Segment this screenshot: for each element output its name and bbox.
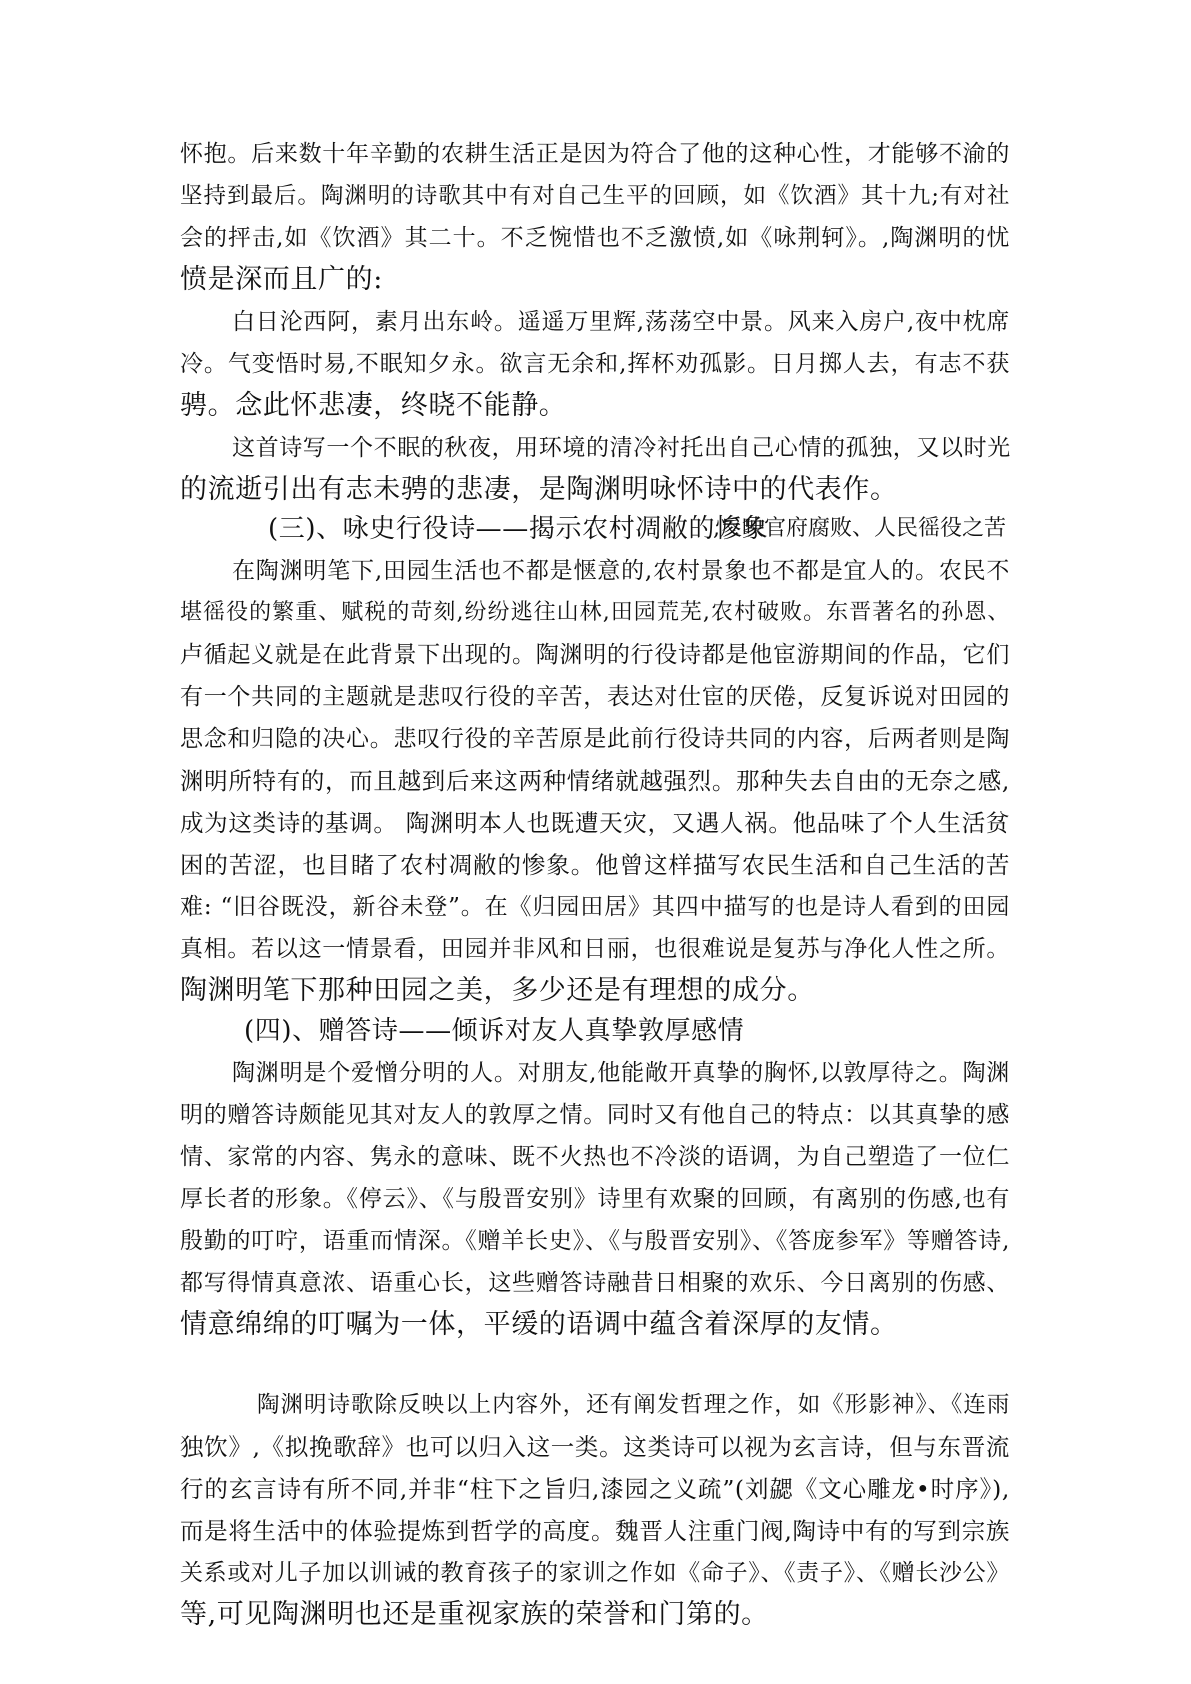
paragraph-line: 陶渊明笔下那种田园之美，多少还是有理想的成分。 <box>180 975 815 1006</box>
paragraph-line: 真相。若以这一情景看，田园并非风和日丽，也很难说是复苏与净化人性之所。 <box>180 936 1010 962</box>
paragraph-line: 思念和归隐的决心。悲叹行役的辛苦原是此前行役诗共同的内容，后两者则是陶 <box>180 726 1010 752</box>
paragraph-line: 怀抱。后来数十年辛勤的农耕生活正是因为符合了他的这种心性，才能够不渝的 <box>180 141 1010 167</box>
paragraph-line: 行的玄言诗有所不同,并非“柱下之旨归,漆园之义疏”(刘勰《文心雕龙•时序》), <box>180 1475 1010 1503</box>
paragraph-line: 成为这类诗的基调。 陶渊明本人也既遭天灾，又遇人祸。他品味了个人生活贫 <box>180 809 1010 837</box>
paragraph-line: 陶渊明诗歌除反映以上内容外，还有阐发哲理之作，如《形影神》、《连雨 <box>257 1392 1010 1418</box>
paragraph-line: 在陶渊明笔下,田园生活也不都是惬意的,农村景象也不都是宜人的。农民不 <box>232 558 1010 584</box>
paragraph-line: 都写得情真意浓、语重心长，这些赠答诗融昔日相聚的欢乐、今日离别的伤感、 <box>180 1270 1010 1296</box>
paragraph-line: 卢循起义就是在此背景下出现的。陶渊明的行役诗都是他宦游期间的作品，它们 <box>180 642 1010 668</box>
poem-line: 冷。气变悟时易,不眠知夕永。欲言无余和,挥杯劝孤影。日月掷人去，有志不获 <box>180 351 1010 377</box>
paragraph-line: 陶渊明是个爱憎分明的人。对朋友,他能敞开真挚的胸怀,以敦厚待之。陶渊 <box>232 1060 1010 1086</box>
paragraph-line: 会的抨击,如《饮酒》其二十。不乏惋惜也不乏激愤,如《咏荆轲》。,陶渊明的忧 <box>180 225 1010 251</box>
paragraph-line: 厚长者的形象。《停云》、《与殷晋安别》诗里有欢聚的回顾，有离别的伤感,也有 <box>180 1186 1010 1212</box>
paragraph-line: 这首诗写一个不眠的秋夜，用环境的清冷衬托出自己心情的孤独，又以时光 <box>232 435 1011 461</box>
paragraph-line: 情意绵绵的叮嘱为一体，平缓的语调中蕴含着深厚的友情。 <box>180 1309 898 1340</box>
paragraph-line: 渊明所特有的，而且越到后来这两种情绪就越强烈。那种失去自由的无奈之感, <box>180 767 1010 795</box>
paragraph-line: 关系或对儿子加以训诫的教育孩子的家训之作如《命子》、《责子》、《赠长沙公》 <box>180 1560 1010 1586</box>
paragraph-line: 有一个共同的主题就是悲叹行役的辛苦，表达对仕宦的厌倦，反复诉说对田园的 <box>180 684 1010 710</box>
paragraph-line: 明的赠答诗颇能见其对友人的敦厚之情。同时又有他自己的特点：以其真挚的感 <box>180 1102 1010 1128</box>
paragraph-line: 愤是深而且广的: <box>180 264 383 295</box>
paragraph-line: 坚持到最后。陶渊明的诗歌其中有对自己生平的回顾，如《饮酒》其十九;有对社 <box>180 183 1010 209</box>
paragraph-line: 困的苦涩，也目睹了农村凋敝的惨象。他曾这样描写农民生活和自己生活的苦 <box>180 851 1010 879</box>
paragraph-line: 独饮》,《拟挽歌辞》也可以归入这一类。这类诗可以视为玄言诗，但与东晋流 <box>180 1433 1010 1461</box>
paragraph-line: 堪徭役的繁重、赋税的苛刻,纷纷逃往山林,田园荒芜,农村破败。东晋著名的孙恩、 <box>180 600 1010 625</box>
section-heading-4: (四)、赠答诗——倾诉对友人真挚敦厚感情 <box>244 1016 745 1046</box>
paragraph-line: 难: “旧谷既没，新谷未登”。在《归园田居》其四中描写的也是诗人看到的田园 <box>180 894 1010 920</box>
paragraph-line: 情、家常的内容、隽永的意味、既不火热也不冷淡的语调，为自己塑造了一位仁 <box>180 1144 1010 1170</box>
paragraph-line: 的流逝引出有志未骋的悲凄，是陶渊明咏怀诗中的代表作。 <box>180 474 898 505</box>
poem-line: 骋。念此怀悲凄，终晓不能静。 <box>180 390 567 421</box>
section-heading-3-tail: ,反映官府腐败、人民徭役之苦 <box>713 516 1006 541</box>
section-heading-3: (三)、咏史行役诗——揭示农村凋敝的惨象 <box>268 514 769 544</box>
paragraph-line: 而是将生活中的体验提炼到哲学的高度。魏晋人注重门阀,陶诗中有的写到宗族 <box>180 1517 1010 1545</box>
paragraph-line: 等,可见陶渊明也还是重视家族的荣誉和门第的。 <box>180 1599 769 1630</box>
poem-line: 白日沦西阿，素月出东岭。遥遥万里辉,荡荡空中景。风来入房户,夜中枕席 <box>232 309 1010 335</box>
paragraph-line: 殷勤的叮咛，语重而情深。《赠羊长史》、《与殷晋安别》、《答庞参军》等赠答诗, <box>180 1228 1010 1254</box>
